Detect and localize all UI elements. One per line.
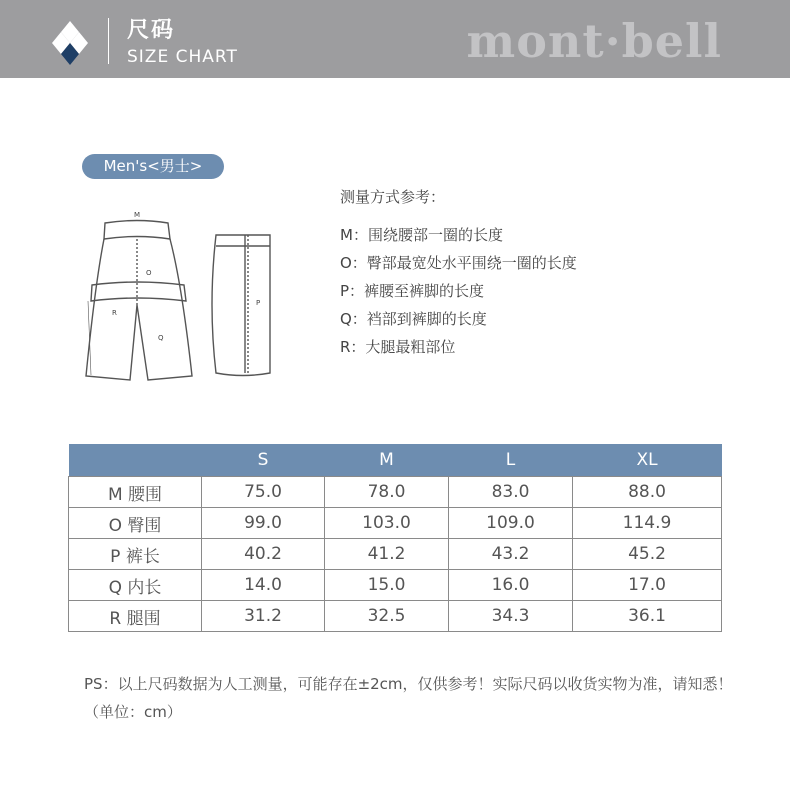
- table-cell: 78.0: [325, 477, 449, 508]
- table-cell: 103.0: [325, 508, 449, 539]
- measure-item-q: Q：裆部到裤脚的长度: [340, 310, 487, 328]
- label-q: Q: [158, 334, 164, 342]
- table-row: [69, 508, 722, 539]
- table-cell: 31.2: [202, 601, 325, 632]
- brand-logo-text: mont·bell: [466, 14, 722, 68]
- side-shorts-outline: [212, 235, 270, 376]
- table-cell: 45.2: [573, 539, 722, 570]
- row-label: P 裤长: [69, 539, 202, 570]
- table-row: [69, 539, 722, 570]
- front-shorts-outline: [86, 239, 192, 380]
- measure-title: 测量方式参考：: [340, 188, 446, 206]
- table-cell: 109.0: [449, 508, 573, 539]
- size-header-row: [69, 444, 722, 477]
- table-cell: 99.0: [202, 508, 325, 539]
- table-cell: 40.2: [202, 539, 325, 570]
- footnote: PS：以上尺码数据为人工测量，可能存在±2cm，仅供参考！实际尺码以收货实物为准，请知悉！（单位：cm）: [84, 675, 733, 721]
- measure-item-m: M：围绕腰部一圈的长度: [340, 226, 503, 244]
- row-label: Q 内长: [69, 570, 202, 601]
- measure-list: [340, 224, 577, 364]
- header-bar: [0, 0, 790, 78]
- label-o: O: [146, 269, 152, 277]
- table-cell: 36.1: [573, 601, 722, 632]
- table-row: [69, 570, 722, 601]
- header-size-m: M: [325, 444, 449, 477]
- table-cell: 34.3: [449, 601, 573, 632]
- front-waistband: [104, 221, 170, 240]
- label-m: M: [134, 211, 141, 219]
- size-table: [68, 444, 722, 632]
- header-size-l: L: [449, 444, 573, 477]
- row-label: M 腰围: [69, 477, 202, 508]
- table-cell: 88.0: [573, 477, 722, 508]
- row-label: R 腿围: [69, 601, 202, 632]
- header-size-s: S: [202, 444, 325, 477]
- header-size-xl: XL: [573, 444, 722, 477]
- page-title: 尺码: [127, 18, 176, 43]
- table-cell: 15.0: [325, 570, 449, 601]
- measure-item-p: P：裤腰至裤脚的长度: [340, 282, 485, 300]
- measure-item-o: O：臀部最宽处水平围绕一圈的长度: [340, 254, 577, 272]
- table-cell: 32.5: [325, 601, 449, 632]
- measure-item-r: R：大腿最粗部位: [340, 338, 456, 356]
- mont-bell-diamond-logo-icon: [52, 20, 88, 66]
- label-p: P: [256, 299, 261, 307]
- table-cell: 83.0: [449, 477, 573, 508]
- shorts-measurement-diagram: [80, 205, 295, 385]
- table-cell: 114.9: [573, 508, 722, 539]
- header-blank: [69, 444, 202, 477]
- table-cell: 14.0: [202, 570, 325, 601]
- label-r: R: [112, 309, 117, 317]
- table-cell: 43.2: [449, 539, 573, 570]
- table-cell: 75.0: [202, 477, 325, 508]
- page-subtitle: SIZE CHART: [127, 47, 238, 67]
- table-cell: 41.2: [325, 539, 449, 570]
- table-cell: 17.0: [573, 570, 722, 601]
- row-label: O 臀围: [69, 508, 202, 539]
- header-divider: [108, 18, 109, 64]
- table-row: [69, 601, 722, 632]
- mens-badge: Men's<男士>: [82, 154, 224, 179]
- hip-band: [91, 282, 186, 301]
- table-cell: 16.0: [449, 570, 573, 601]
- table-row: [69, 477, 722, 508]
